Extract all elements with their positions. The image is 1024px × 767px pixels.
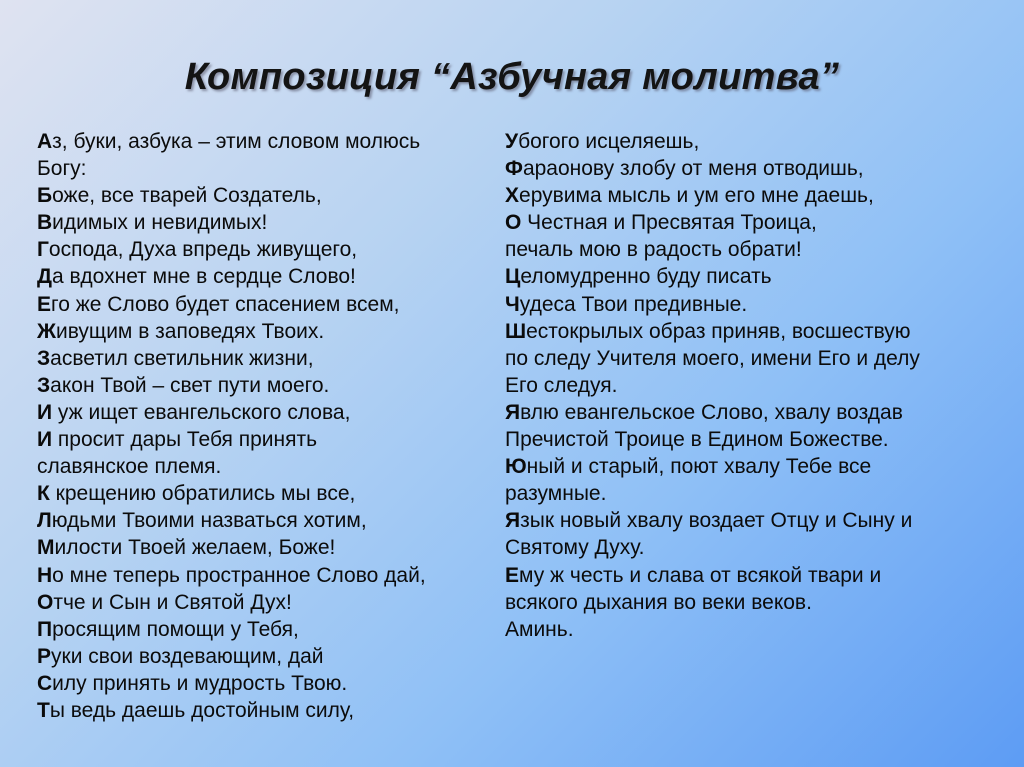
poem-line: Шестокрылых образ приняв, восшествую <box>505 319 911 343</box>
poem-line: О Честная и Пресвятая Троица, <box>505 211 817 235</box>
poem-line: Видимых и невидимых! <box>37 211 268 235</box>
poem-line: К крещению обратились мы все, <box>37 482 356 506</box>
poem-line: Язык новый хвалу воздает Отцу и Сыну и <box>505 509 913 533</box>
poem-line: Силу принять и мудрость Твою. <box>37 671 348 695</box>
poem-line: Просящим помощи у Тебя, <box>37 617 299 641</box>
poem-line: по следу Учителя моего, имени Его и делу <box>505 346 920 370</box>
poem-line: Господа, Духа впредь живущего, <box>37 238 358 262</box>
poem-right-column <box>505 128 985 643</box>
poem-line: Засветил светильник жизни, <box>37 346 314 370</box>
poem-line: разумные. <box>505 482 607 506</box>
poem-line: И уж ищет евангельского слова, <box>37 400 351 424</box>
poem-line: Живущим в заповедях Твоих. <box>37 319 325 343</box>
poem-line: Целомудренно буду писать <box>505 265 772 289</box>
poem-line: Ты ведь даешь достойным силу, <box>37 698 355 722</box>
poem-line: Закон Твой – свет пути моего. <box>37 373 330 397</box>
poem-line: И просит дары Тебя принять <box>37 428 318 452</box>
poem-line: Руки свои воздевающим, дай <box>37 644 324 668</box>
poem-line: Богу: <box>37 157 87 181</box>
poem-left-column <box>37 128 477 724</box>
poem-line: Святому Духу. <box>505 536 645 560</box>
poem-line: Его же Слово будет спасением всем, <box>37 292 400 316</box>
poem-line: Боже, все тварей Создатель, <box>37 184 322 208</box>
poem-line: Аминь. <box>505 617 574 641</box>
poem-line: Херувима мысль и ум его мне даешь, <box>505 184 874 208</box>
poem-line: Фараонову злобу от меня отводишь, <box>505 157 864 181</box>
slide-title: Композиция “Азбучная молитва” <box>184 56 840 98</box>
poem-line: Юный и старый, поют хвалу Тебе все <box>505 455 872 479</box>
poem-line: всякого дыхания во веки веков. <box>505 590 812 614</box>
poem-line: Людьми Твоими назваться хотим, <box>37 509 367 533</box>
poem-line: Его следуя. <box>505 373 618 397</box>
poem-line: Да вдохнет мне в сердце Слово! <box>37 265 356 289</box>
poem-line: печаль мою в радость обрати! <box>505 238 802 262</box>
poem-line: Ему ж честь и слава от всякой твари и <box>505 563 882 587</box>
poem-line: Явлю евангельское Слово, хвалу воздав <box>505 400 903 424</box>
poem-line: Отче и Сын и Святой Дух! <box>37 590 292 614</box>
poem-line: Чудеса Твои предивные. <box>505 292 748 316</box>
poem-line: Убогого исцеляешь, <box>505 130 700 153</box>
poem-line: Пречистой Троице в Едином Божестве. <box>505 428 889 452</box>
poem-line: славянское племя. <box>37 455 222 479</box>
poem-line: Аз, буки, азбука – этим словом молюсь <box>37 130 421 153</box>
poem-line: Милости Твоей желаем, Боже! <box>37 536 336 560</box>
poem-line: Но мне теперь пространное Слово дай, <box>37 563 426 587</box>
